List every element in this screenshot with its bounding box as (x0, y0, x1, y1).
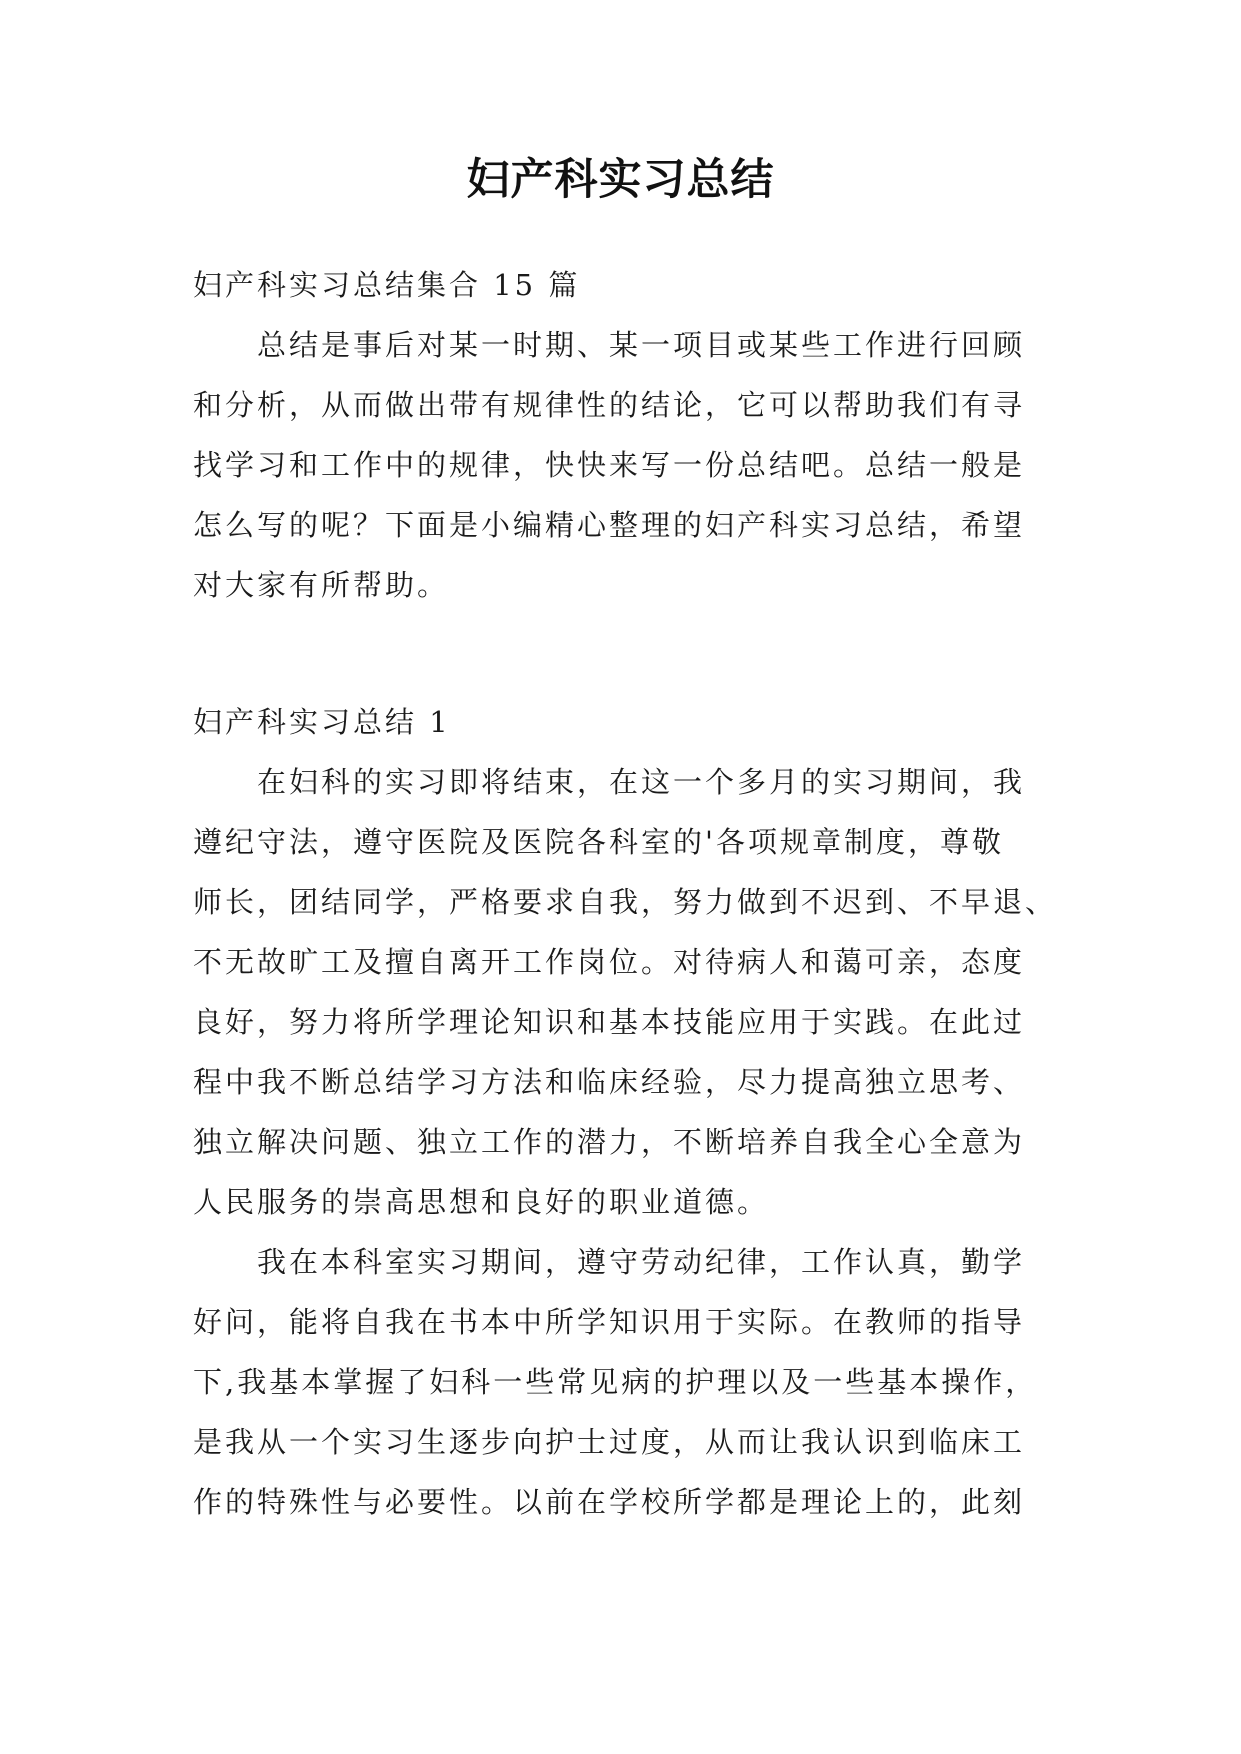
paragraph-1-line: 程中我不断总结学习方法和临床经验，尽力提高独立思考、 (193, 1065, 1026, 1099)
paragraph-2-line: 作的特殊性与必要性。以前在学校所学都是理论上的，此刻 (193, 1485, 1026, 1519)
section-1-heading: 妇产科实习总结 1 (193, 705, 451, 739)
document-title: 妇产科实习总结 (466, 155, 775, 205)
intro-line: 找学习和工作中的规律，快快来写一份总结吧。总结一般是 (193, 448, 1026, 482)
paragraph-1-line: 独立解决问题、独立工作的潜力，不断培养自我全心全意为 (193, 1125, 1026, 1159)
paragraph-1-line: 师长，团结同学，严格要求自我，努力做到不迟到、不早退、 (193, 885, 1058, 919)
intro-line: 对大家有所帮助。 (193, 568, 450, 602)
paragraph-1-line: 不无故旷工及擅自离开工作岗位。对待病人和蔼可亲，态度 (193, 945, 1026, 979)
paragraph-1-line: 遵纪守法，遵守医院及医院各科室的'各项规章制度，尊敬 (193, 825, 1004, 859)
paragraph-2-line: 是我从一个实习生逐步向护士过度，从而让我认识到临床工 (193, 1425, 1026, 1459)
paragraph-2-line: 我在本科室实习期间，遵守劳动纪律，工作认真，勤学 (257, 1245, 1026, 1279)
paragraph-1-line: 在妇科的实习即将结束，在这一个多月的实习期间，我 (257, 765, 1026, 799)
intro-section (193, 255, 1053, 615)
intro-heading: 妇产科实习总结集合 15 篇 (193, 268, 581, 302)
intro-line: 总结是事后对某一时期、某一项目或某些工作进行回顾 (257, 328, 1026, 362)
intro-line: 和分析，从而做出带有规律性的结论，它可以帮助我们有寻 (193, 388, 1026, 422)
section-1 (193, 692, 1058, 1532)
paragraph-1-line: 人民服务的崇高思想和良好的职业道德。 (193, 1185, 770, 1219)
paragraph-2-line: 下,我基本掌握了妇科一些常见病的护理以及一些基本操作， (193, 1365, 1038, 1399)
paragraph-2-line: 好问，能将自我在书本中所学知识用于实际。在教师的指导 (193, 1305, 1026, 1339)
intro-line: 怎么写的呢？下面是小编精心整理的妇产科实习总结，希望 (193, 508, 1026, 542)
paragraph-1-line: 良好，努力将所学理论知识和基本技能应用于实践。在此过 (193, 1005, 1026, 1039)
